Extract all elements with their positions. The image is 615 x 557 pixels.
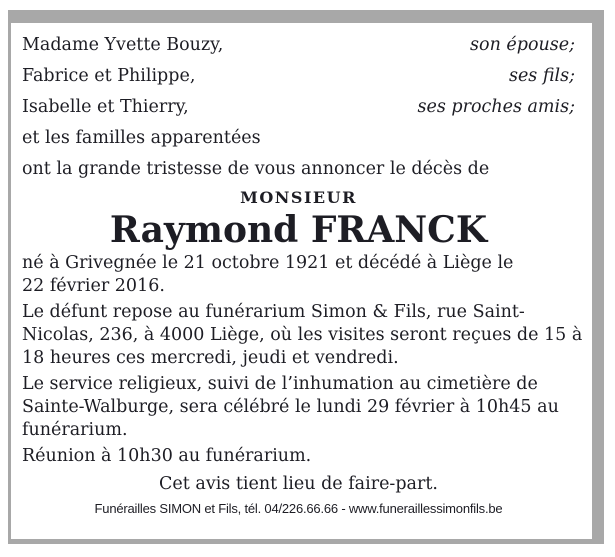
relative-relation: son épouse; [470,35,575,55]
death-notice-card [8,10,604,544]
relative-row [22,33,575,57]
relative-name: Madame Yvette Bouzy, [22,35,224,55]
paragraph-line: funérarium. [22,420,128,440]
relative-row [22,95,575,119]
paragraph-line: né à Grivegnée le 21 octobre 1921 et décédé à Liège le [22,253,514,273]
relative-name: Isabelle et Thierry, [22,97,189,117]
service-paragraph [22,373,575,442]
family-line: et les familles apparentées [22,128,261,148]
reunion-paragraph [22,445,575,468]
paragraph-line: Le défunt repose au funérarium Simon & Fils, rue Saint- [22,302,525,322]
paragraph-line: 18 heures ces mercredi, jeudi et vendredi. [22,348,399,368]
funeral-home-footer: Funérailles SIMON et Fils, tél. 04/226.66.66 - www.funeraillessimonfils.be [94,501,503,516]
deceased-name: Raymond FRANCK [109,209,488,251]
intro-line: ont la grande tristesse de vous annoncer le décès de [22,159,490,179]
funerarium-paragraph [22,301,583,370]
paragraph-line: Nicolas, 236, à 4000 Liège, où les visites seront reçues de 15 à [22,325,583,345]
closing-line: Cet avis tient lieu de faire-part. [159,474,438,494]
relative-relation: ses proches amis; [417,97,575,117]
civility-title: MONSIEUR [240,188,357,207]
relative-relation: ses fils; [508,66,575,86]
birth-death-paragraph [22,252,575,298]
relative-name: Fabrice et Philippe, [22,66,196,86]
paragraph-line: 22 février 2016. [22,276,165,296]
paragraph-line: Le service religieux, suivi de l’inhumation au cimetière de [22,374,538,394]
relative-row [22,64,575,88]
paragraph-line: Réunion à 10h30 au funérarium. [22,446,312,466]
paragraph-line: Sainte-Walburge, sera célébré le lundi 29 février à 10h45 au [22,397,559,417]
